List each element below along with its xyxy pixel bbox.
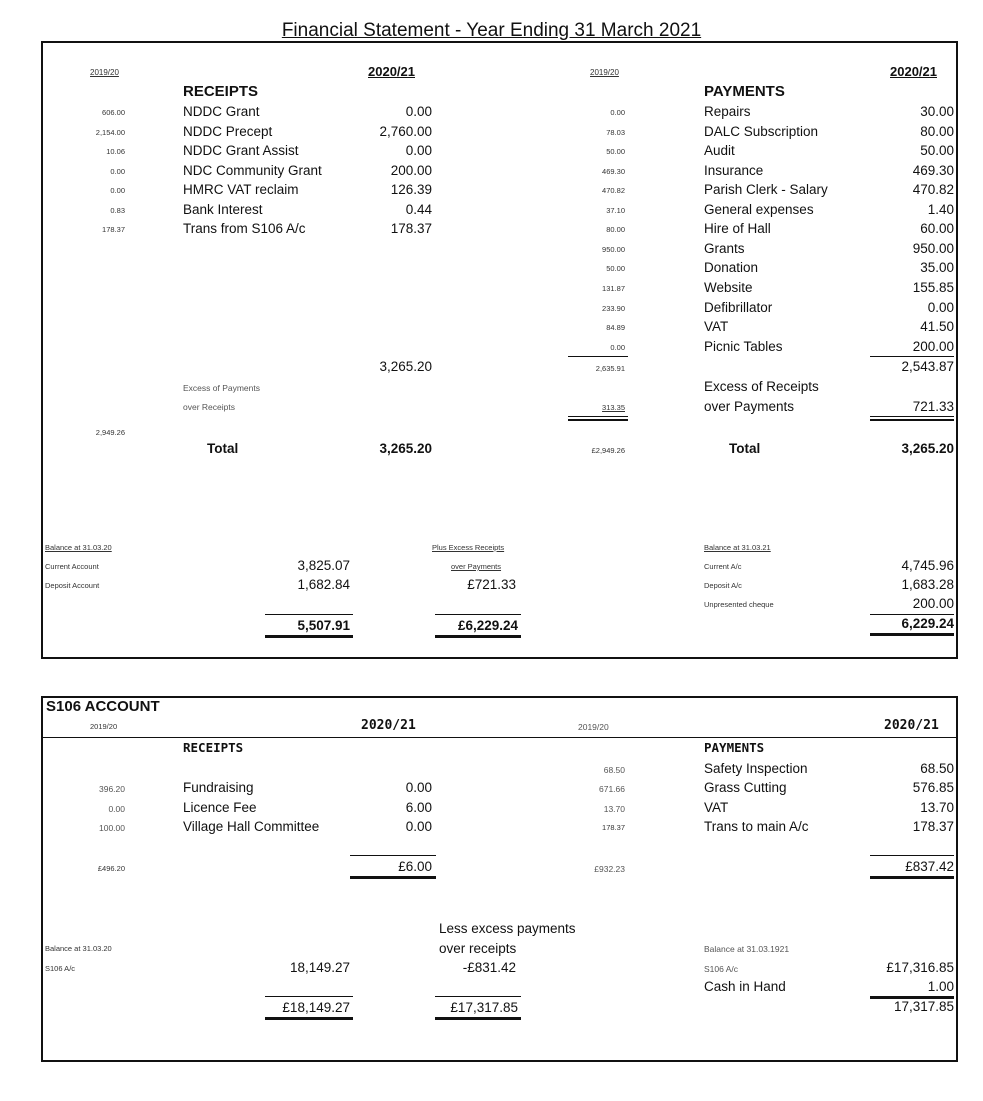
prev-amount: 0.83 — [110, 206, 125, 215]
item-label: Grants — [704, 241, 745, 256]
current-ac-value: 4,745.96 — [901, 558, 954, 573]
current-account-value: 3,825.07 — [297, 558, 350, 573]
prev-amount: 606.00 — [102, 108, 125, 117]
payments-total: 3,265.20 — [901, 441, 954, 456]
opening-balance-rule — [265, 614, 353, 615]
s106-ac-closing-value: £17,316.85 — [886, 960, 954, 975]
plus-excess-rule — [435, 614, 521, 615]
item-label: Safety Inspection — [704, 761, 808, 776]
item-label: Donation — [704, 260, 759, 275]
s106-balance-closing-heading: Balance at 31.03.1921 — [704, 944, 790, 954]
excess-double-rule — [870, 416, 954, 421]
s106-receipts-prev-total: £496.20 — [97, 864, 125, 873]
deposit-ac-label: Deposit A/c — [704, 581, 742, 590]
item-label: Grass Cutting — [704, 780, 787, 795]
item-label: Defibrillator — [704, 300, 773, 315]
item-amount: 80.00 — [920, 124, 954, 139]
less-excess-label: Less excess payments — [439, 921, 576, 936]
excess-receipts-label: Excess of Receipts — [704, 379, 819, 394]
prev-amount: 84.89 — [606, 323, 625, 332]
prev-amount: 470.82 — [602, 186, 625, 195]
opening-balance-underline — [265, 635, 353, 638]
item-amount: 50.00 — [920, 143, 954, 158]
less-excess-underline — [435, 1017, 521, 1020]
payments-prev-subtotal-rule — [568, 356, 628, 357]
item-amount: 0.00 — [405, 104, 432, 119]
deposit-account-label: Deposit Account — [45, 581, 100, 590]
prev-amount: 233.90 — [602, 304, 625, 313]
plus-excess-total: £6,229.24 — [457, 618, 518, 633]
item-label: General expenses — [704, 202, 814, 217]
item-amount: 2,760.00 — [379, 124, 432, 139]
balance-opening-heading: Balance at 31.03.20 — [45, 543, 112, 552]
prev-amount: 950.00 — [602, 245, 625, 254]
s106-receipts-curr-year-header: 2020/21 — [361, 718, 416, 733]
item-amount: 155.85 — [912, 280, 954, 295]
payments-heading: PAYMENTS — [704, 83, 785, 100]
item-amount: 0.44 — [405, 202, 432, 217]
s106-payments-total-rule — [870, 855, 954, 856]
opening-balance-total: 5,507.91 — [297, 618, 350, 633]
item-label: VAT — [704, 319, 729, 334]
item-label: Trans from S106 A/c — [183, 221, 306, 236]
excess-receipts-label-2: over Payments — [704, 399, 795, 414]
item-amount: 0.00 — [927, 300, 954, 315]
item-label: Website — [704, 280, 753, 295]
prev-amount: 0.00 — [110, 167, 125, 176]
excess-prev-double-rule — [568, 416, 628, 421]
item-amount: 178.37 — [390, 221, 432, 236]
unpresented-cheque-label: Unpresented cheque — [704, 600, 774, 609]
s106-receipts-total-rule — [350, 855, 436, 856]
less-excess-label-2: over receipts — [439, 941, 517, 956]
less-excess-rule — [435, 996, 521, 997]
s106-ac-opening-label: S106 A/c — [45, 964, 76, 973]
payments-curr-year-header: 2020/21 — [890, 64, 937, 79]
item-amount: 178.37 — [912, 819, 954, 834]
item-amount: 576.85 — [912, 780, 954, 795]
item-label: VAT — [704, 800, 729, 815]
s106-payments-total: £837.42 — [905, 859, 954, 874]
excess-prev-amount: 313.35 — [602, 403, 625, 412]
item-amount: 0.00 — [405, 819, 432, 834]
s106-ac-closing-label: S106 A/c — [704, 964, 739, 974]
s106-receipts-prev-year-header: 2019/20 — [90, 722, 118, 731]
balance-closing-heading: Balance at 31.03.21 — [704, 543, 771, 552]
s106-balance-opening-heading: Balance at 31.03.20 — [45, 944, 112, 953]
item-label: NDDC Precept — [183, 124, 273, 139]
prev-amount: 178.37 — [102, 225, 125, 234]
prev-amount: 78.03 — [606, 128, 625, 137]
payments-prev-year-header: 2019/20 — [590, 68, 619, 77]
item-amount: 950.00 — [912, 241, 954, 256]
prev-amount: 50.00 — [606, 147, 625, 156]
s106-payments-heading: PAYMENTS — [704, 740, 765, 755]
cash-in-hand-value: 1.00 — [927, 979, 954, 994]
page-title: Financial Statement - Year Ending 31 March 2021 — [281, 20, 702, 41]
item-label: NDC Community Grant — [183, 163, 322, 178]
item-label: NDDC Grant — [183, 104, 260, 119]
receipts-total: 3,265.20 — [379, 441, 432, 456]
item-label: Trans to main A/c — [704, 819, 809, 834]
s106-payments-prev-year-header: 2019/20 — [578, 722, 609, 732]
prev-amount: 80.00 — [606, 225, 625, 234]
payments-prev-subtotal: 2,635.91 — [595, 364, 625, 373]
item-label: Bank Interest — [183, 202, 263, 217]
payments-total-label: Total — [729, 441, 761, 456]
s106-payments-total-underline — [870, 876, 954, 879]
prev-amount: 671.66 — [599, 784, 625, 794]
s106-receipts-total: £6.00 — [398, 859, 432, 874]
prev-amount: 396.20 — [99, 784, 125, 794]
prev-amount: 0.00 — [108, 804, 125, 814]
cash-in-hand-label: Cash in Hand — [704, 979, 786, 994]
payments-subtotal: 2,543.87 — [901, 359, 954, 374]
item-amount: 200.00 — [912, 339, 954, 354]
s106-opening-rule — [265, 996, 353, 997]
plus-excess-label-2: over Payments — [451, 562, 502, 571]
closing-balance-total: 6,229.24 — [901, 616, 954, 631]
item-amount: 60.00 — [920, 221, 954, 236]
prev-amount: 2,154.00 — [95, 128, 125, 137]
less-excess-total: £17,317.85 — [450, 1000, 518, 1015]
prev-amount: 100.00 — [99, 823, 125, 833]
less-excess-value: -£831.42 — [462, 960, 516, 975]
prev-amount: 178.37 — [602, 823, 625, 832]
receipts-curr-year-header: 2020/21 — [368, 64, 415, 79]
item-amount: 469.30 — [912, 163, 954, 178]
s106-payments-prev-total: £932.23 — [594, 864, 625, 874]
item-label: HMRC VAT reclaim — [183, 182, 299, 197]
current-account-label: Current Account — [45, 562, 99, 571]
item-amount: 126.39 — [390, 182, 432, 197]
item-amount: 200.00 — [390, 163, 432, 178]
excess-payments-label: Excess of Payments — [183, 383, 261, 393]
plus-excess-value: £721.33 — [467, 577, 516, 592]
unpresented-cheque-value: 200.00 — [912, 596, 954, 611]
item-label: Licence Fee — [183, 800, 257, 815]
closing-balance-rule — [870, 614, 954, 615]
s106-header-rule — [42, 737, 957, 738]
item-label: Audit — [704, 143, 735, 158]
receipts-subtotal: 3,265.20 — [379, 359, 432, 374]
prev-amount: 0.00 — [610, 108, 625, 117]
item-label: Repairs — [704, 104, 751, 119]
item-label: Parish Clerk - Salary — [704, 182, 828, 197]
closing-balance-underline — [870, 633, 954, 636]
prev-amount: 13.70 — [603, 804, 625, 814]
item-amount: 41.50 — [920, 319, 954, 334]
item-amount: 13.70 — [920, 800, 954, 815]
prev-amount: 50.00 — [606, 264, 625, 273]
plus-excess-label: Plus Excess Receipts — [432, 543, 505, 552]
current-ac-label: Current A/c — [704, 562, 742, 571]
item-amount: 1.40 — [927, 202, 954, 217]
item-amount: 0.00 — [405, 780, 432, 795]
plus-excess-underline — [435, 635, 521, 638]
prev-amount: 0.00 — [110, 186, 125, 195]
item-amount: 35.00 — [920, 260, 954, 275]
prev-amount: 68.50 — [603, 765, 625, 775]
prev-amount: 37.10 — [606, 206, 625, 215]
item-label: Fundraising — [183, 780, 254, 795]
s106-receipts-total-underline — [350, 876, 436, 879]
receipts-total-label: Total — [207, 441, 239, 456]
item-label: Hire of Hall — [704, 221, 771, 236]
prev-amount: 469.30 — [602, 167, 625, 176]
deposit-ac-value: 1,683.28 — [901, 577, 954, 592]
s106-opening-total: £18,149.27 — [282, 1000, 350, 1015]
payments-subtotal-rule — [870, 356, 954, 357]
item-label: Village Hall Committee — [183, 819, 320, 834]
s106-receipts-heading: RECEIPTS — [183, 740, 244, 755]
receipts-prev-year-header: 2019/20 — [90, 68, 119, 77]
prev-amount: 0.00 — [610, 343, 625, 352]
prev-amount: 131.87 — [602, 284, 625, 293]
item-amount: 68.50 — [920, 761, 954, 776]
prev-amount: 10.06 — [106, 147, 125, 156]
excess-payments-label-2: over Receipts — [183, 402, 235, 412]
item-amount: 6.00 — [405, 800, 432, 815]
receipts-prev-total: 2,949.26 — [95, 428, 125, 437]
item-label: Insurance — [704, 163, 764, 178]
s106-opening-underline — [265, 1017, 353, 1020]
item-label: DALC Subscription — [704, 124, 819, 139]
payments-prev-total: £2,949.26 — [591, 446, 625, 455]
item-amount: 0.00 — [405, 143, 432, 158]
item-label: NDDC Grant Assist — [183, 143, 299, 158]
excess-amount: 721.33 — [912, 399, 954, 414]
deposit-account-value: 1,682.84 — [297, 577, 350, 592]
s106-heading: S106 ACCOUNT — [46, 698, 160, 715]
s106-closing-total: 17,317.85 — [893, 999, 954, 1014]
item-amount: 470.82 — [912, 182, 954, 197]
s106-payments-curr-year-header: 2020/21 — [884, 718, 939, 733]
receipts-heading: RECEIPTS — [183, 83, 259, 100]
item-amount: 30.00 — [920, 104, 954, 119]
s106-ac-opening-value: 18,149.27 — [289, 960, 350, 975]
item-label: Picnic Tables — [704, 339, 783, 354]
